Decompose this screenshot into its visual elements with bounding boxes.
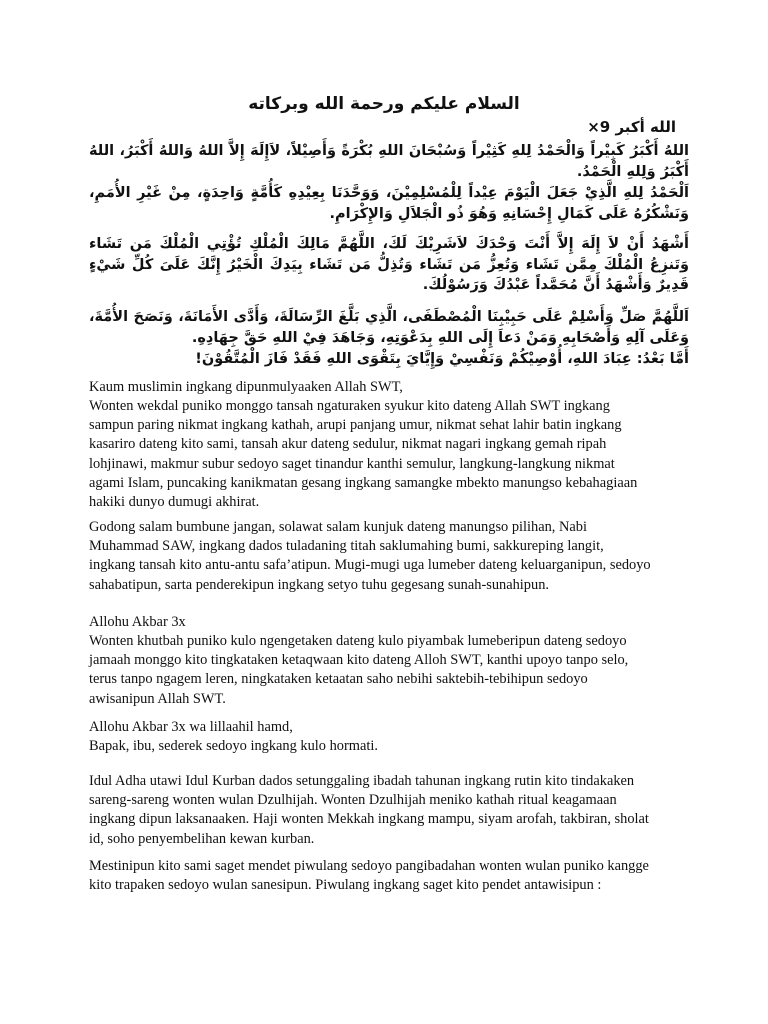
text-line: ingkang dipun laksanaaken. Haji wonten Mekkah ingkang mampu, siyam arofah, takbiran, sholat	[89, 811, 649, 828]
text-line: terus tanpo ngagem leren, ningkataken ketaatan saho nebihi saktebih-tebihipun sedoyo	[89, 671, 588, 688]
text-line: kasariro dateng kito sami, tansah akur dateng sedulur, nikmat nagari ingkang gemah ripah	[89, 436, 607, 453]
allohu-akbar-line: Allohu Akbar 3x	[89, 614, 186, 630]
paragraph-piwulang	[89, 857, 679, 895]
text-line: ingkang tansah kito antu-antu safa’atipun. Mugi-mugi uga lumeber dateng keluarganipun, sedoyo	[89, 557, 651, 574]
text-line: Wonten wekdal puniko monggo tansah ngaturaken syukur kito dateng Allah SWT ingkang	[89, 398, 610, 414]
arabic-hamdalah-paragraph: اَلْحَمْدُ لِلهِ الَّذِيْ جَعَلَ الْيَوْمَ عِيْداً لِلْمُسْلِمِيْنَ، وَوَحَّدَنَا بِعِيْدِهِ كَأُمَّةٍ وَاحِدَةٍ، مِنْ غَيْرِ الأُمَمِ، وَنَشْكُرُهُ عَلَى كَمَالِ إِحْسَانِهِ وَهُوَ ذُو الْجَلاَلِ وَالإِكْرَامِ.	[89, 185, 689, 222]
text-line: Muhammad SAW, ingkang dados tuladaning titah saklumahing bumi, sakkureping langit,	[89, 538, 604, 555]
text-line: jamaah monggo kito tingkataken ketaqwaan kito dateng Alloh SWT, kanthi upoyo tanpo selo,	[89, 652, 629, 669]
paragraph-syukur	[89, 397, 679, 512]
address-line: Bapak, ibu, sederek sedoyo ingkang kulo hormati.	[89, 738, 378, 754]
text-line: sampun paring nikmat ingkang kathah, arupi panjang umur, nikmat sehat lahir batin ingkang	[89, 417, 622, 434]
text-line: Idul Adha utawi Idul Kurban dados setunggaling ibadah tahunan ingkang rutin kito tindakaken	[89, 773, 635, 789]
text-line: hakiki dunyo dumugi akhirat.	[89, 494, 260, 511]
paragraph-taqwa	[89, 632, 679, 709]
arabic-syahadat-paragraph: أَشْهَدُ أَنْ لاَ إِلَهَ إِلاَّ أَنْتَ وَحْدَكَ لاَشَرِيْكَ لَكَ، اللَّهُمَّ مَالِكَ الْمُلْكِ تُؤْتِي الْمُلْكَ مَن تَشَاء وَتَنزِعُ الْمُلْكَ مِمَّن تَشَاء وَتُعِزُّ مَن تَشَاء وَتُذِلُّ مَن تَشَاء بِيَدِكَ الْخَيْرُ إِنَّكَ عَلَىَ كُلِّ شَيْءٍ قَدِيرٌ وَأَشْهَدُ أَنَّ مُحَمَّداً عَبْدُكَ وَرَسُوْلُكَ.	[89, 236, 689, 293]
allohu-akbar-hamd-line: Allohu Akbar 3x wa lillaahil hamd,	[89, 719, 293, 735]
arabic-salam-title: السلام عليكم ورحمة الله وبركاته	[248, 94, 520, 114]
text-line: agami Islam, puncaking kanikmatan gesang ingkang samangke mbekto manungso kebahagiaan	[89, 474, 638, 491]
text-line: sahabatipun, sarta penderekipun ingkang setyo tuhu gegesang sunah-sunahipun.	[89, 576, 549, 593]
text-line: kito trapaken sedoyo wulan sanesipun. Piwulang ingkang saget kito pendet antawisipun :	[89, 877, 602, 894]
text-line: Mestinipun kito sami saget mendet piwulang sedoyo pangibadahan wonten wulan puniko kangge	[89, 858, 649, 874]
text-line: lohjinawi, makmur subur sedoyo saget tinandur kanthi semulur, langkung-langkung nikmat	[89, 455, 615, 472]
arabic-amma-badu-paragraph: أَمَّا بَعْدُ: عِبَادَ اللهِ، أُوْصِيْكُمْ وَنَفْسِيْ وَإِيَّايَ بِتَقْوَى اللهِ فَقَدْ فَازَ الْمُتَّقُوْنَ!	[195, 351, 689, 367]
arabic-takbir-paragraph: اللهُ أَكْبَرُ كَبِيْراً وَالْحَمْدُ لِلهِ كَثِيْراً وَسُبْحَانَ اللهِ بُكْرَةً وَأَصِيْلاً، لاَإِلَهَ إِلاَّ اللهُ وَاللهُ أَكْبَرُ، اللهُ أَكْبَرُ وَلِلهِ الْحَمْدُ.	[89, 143, 689, 180]
greeting-line: Kaum muslimin ingkang dipunmulyaaken Allah SWT,	[89, 379, 403, 395]
text-line: awisanipun Allah SWT.	[89, 690, 226, 707]
paragraph-idul-adha	[89, 772, 679, 849]
text-line: Godong salam bumbune jangan, solawat salam kunjuk dateng manungso pilihan, Nabi	[89, 519, 587, 535]
text-line: sareng-sareng wonten wulan Dzulhijah. Wonten Dzulhijah meniko kathah ritual keagamaan	[89, 792, 617, 809]
paragraph-solawat	[89, 518, 679, 595]
text-line: Wonten khutbah puniko kulo ngengetaken dateng kulo piyambak lumeberipun dateng sedoyo	[89, 633, 627, 649]
text-line: id, soho penyembelihan kewan kurban.	[89, 830, 315, 847]
arabic-shalawat-paragraph: اَللَّهُمَّ صَلِّ وَأَسْلِمْ عَلَى حَبِيْبِنَا الْمُصْطَفَى، الَّذِي بَلَّغَ الرِّسَالَةَ، وَأَدَّى الأَمَانَةَ، وَنَصَحَ الأُمَّةَ، وَعَلَى آلِهِ وَأَصْحَابِهِ وَمَنْ دَعاَ إِلَى اللهِ بِدَعْوَتِهِ، وَجَاهَدَ فِيْ اللهِ حَقَّ جِهَادِهِ.	[89, 309, 689, 346]
arabic-takbir-count: الله أكبر 9×	[587, 118, 676, 136]
